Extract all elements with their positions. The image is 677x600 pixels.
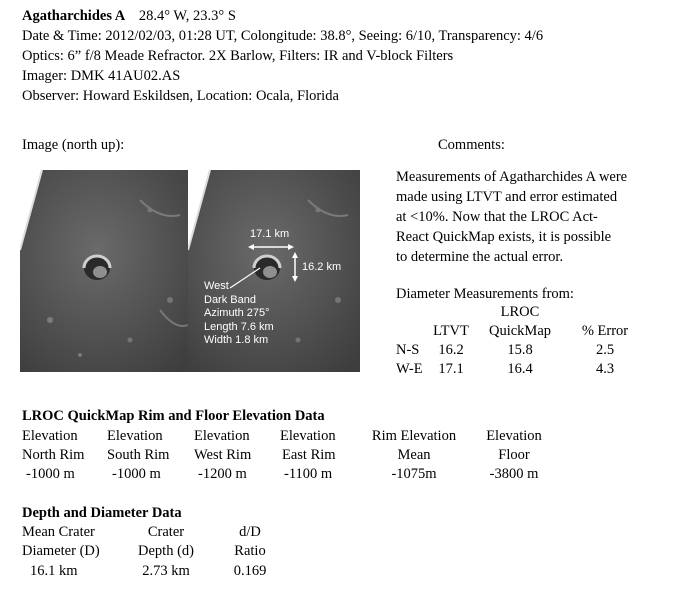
diameter-row-label: W-E xyxy=(396,361,423,377)
depth-value: 2.73 km xyxy=(142,563,190,579)
depth-header-2: Depth (d) xyxy=(138,543,194,559)
depth-value: 0.169 xyxy=(233,563,267,579)
crater-coordinates: 28.4° W, 23.3° S xyxy=(138,8,236,24)
observer-line: Observer: Howard Eskildsen, Location: Ocala, Florida xyxy=(22,88,339,104)
diameter-cell-ltvt: 16.2 xyxy=(438,342,464,358)
lunar-image-left xyxy=(20,170,192,372)
elevation-header-1: Elevation xyxy=(486,428,542,444)
band-line: Width 1.8 km xyxy=(204,334,269,346)
elevation-value: -3800 m xyxy=(489,466,539,482)
diameter-col-quickmap: QuickMap xyxy=(488,323,551,339)
comment-line: to determine the actual error. xyxy=(396,249,564,265)
diameter-row-label: N-S xyxy=(396,342,420,358)
elevation-header-1: Rim Elevation xyxy=(371,428,457,444)
comment-line: made using LTVT and error estimated xyxy=(396,189,618,205)
date-time-line: Date & Time: 2012/02/03, 01:28 UT, Colongitude: 38.8°, Seeing: 6/10, Transparency: 4/6 xyxy=(22,28,544,44)
diameter-header-lroc: LROC xyxy=(500,304,540,320)
diameter-cell-error: 2.5 xyxy=(595,342,615,358)
depth-header-2: Ratio xyxy=(234,543,266,559)
elevation-header-1: Elevation xyxy=(194,428,250,444)
elevation-value: -1000 m xyxy=(112,466,161,482)
depth-header-2: Diameter (D) xyxy=(22,543,100,559)
diameter-col-error: % Error xyxy=(581,323,629,339)
elevation-section-title: LROC QuickMap Rim and Floor Elevation Data xyxy=(22,408,325,424)
band-line: West xyxy=(204,280,229,292)
optics-line: Optics: 6” f/8 Meade Refractor. 2X Barlow, Filters: IR and V-block Filters xyxy=(22,48,454,64)
comments-text xyxy=(396,167,627,267)
elevation-header-1: Elevation xyxy=(280,428,336,444)
elevation-header-2: Mean xyxy=(397,447,431,463)
lunar-image-right xyxy=(188,170,360,372)
elevation-value: -1100 m xyxy=(284,466,333,482)
lunar-surface-left-svg xyxy=(20,170,192,372)
band-line: Length 7.6 km xyxy=(204,320,274,333)
image-label: Image (north up): xyxy=(22,137,125,153)
depth-header-1: d/D xyxy=(239,524,261,540)
imager-line: Imager: DMK 41AU02.AS xyxy=(22,68,181,84)
depth-value: 16.1 km xyxy=(30,563,78,579)
elevation-value: -1200 m xyxy=(198,466,247,482)
diameter-cell-quickmap: 16.4 xyxy=(507,361,533,377)
depth-header-1: Crater xyxy=(147,524,185,540)
comment-line: React QuickMap exists, it is possible xyxy=(396,229,612,245)
comment-line: at <10%. Now that the LROC Act- xyxy=(396,209,598,225)
band-annotation xyxy=(204,280,274,348)
header-title-line xyxy=(22,8,236,25)
diameter-cell-error: 4.3 xyxy=(595,361,615,377)
comment-line: Measurements of Agatharchides A were xyxy=(396,169,628,185)
elevation-value: -1075m xyxy=(391,466,437,482)
height-label: 16.2 km xyxy=(302,261,342,273)
diameter-cell-ltvt: 17.1 xyxy=(438,361,464,377)
diameter-cell-quickmap: 15.8 xyxy=(507,342,533,358)
elevation-value: -1000 m xyxy=(26,466,75,482)
elevation-header-2: North Rim xyxy=(22,447,85,463)
band-line: Azimuth 275° xyxy=(204,307,270,319)
comments-label: Comments: xyxy=(438,137,505,153)
crater-left xyxy=(84,256,110,280)
elevation-header-2: South Rim xyxy=(107,447,170,463)
elevation-header-1: Elevation xyxy=(22,428,78,444)
elevation-header-2: East Rim xyxy=(282,447,336,463)
elevation-header-2: Floor xyxy=(498,447,530,463)
elevation-header-1: Elevation xyxy=(107,428,163,444)
elevation-header-2: West Rim xyxy=(194,447,252,463)
crater-right xyxy=(254,256,280,280)
depth-section-title: Depth and Diameter Data xyxy=(22,505,182,521)
band-line: Dark Band xyxy=(204,293,256,306)
diameter-col-ltvt: LTVT xyxy=(433,323,469,339)
depth-header-1: Mean Crater xyxy=(22,524,95,540)
diameter-table-title: Diameter Measurements from: xyxy=(396,286,574,302)
crater-name: Agatharchides A xyxy=(22,8,126,24)
width-label: 17.1 km xyxy=(250,228,290,240)
